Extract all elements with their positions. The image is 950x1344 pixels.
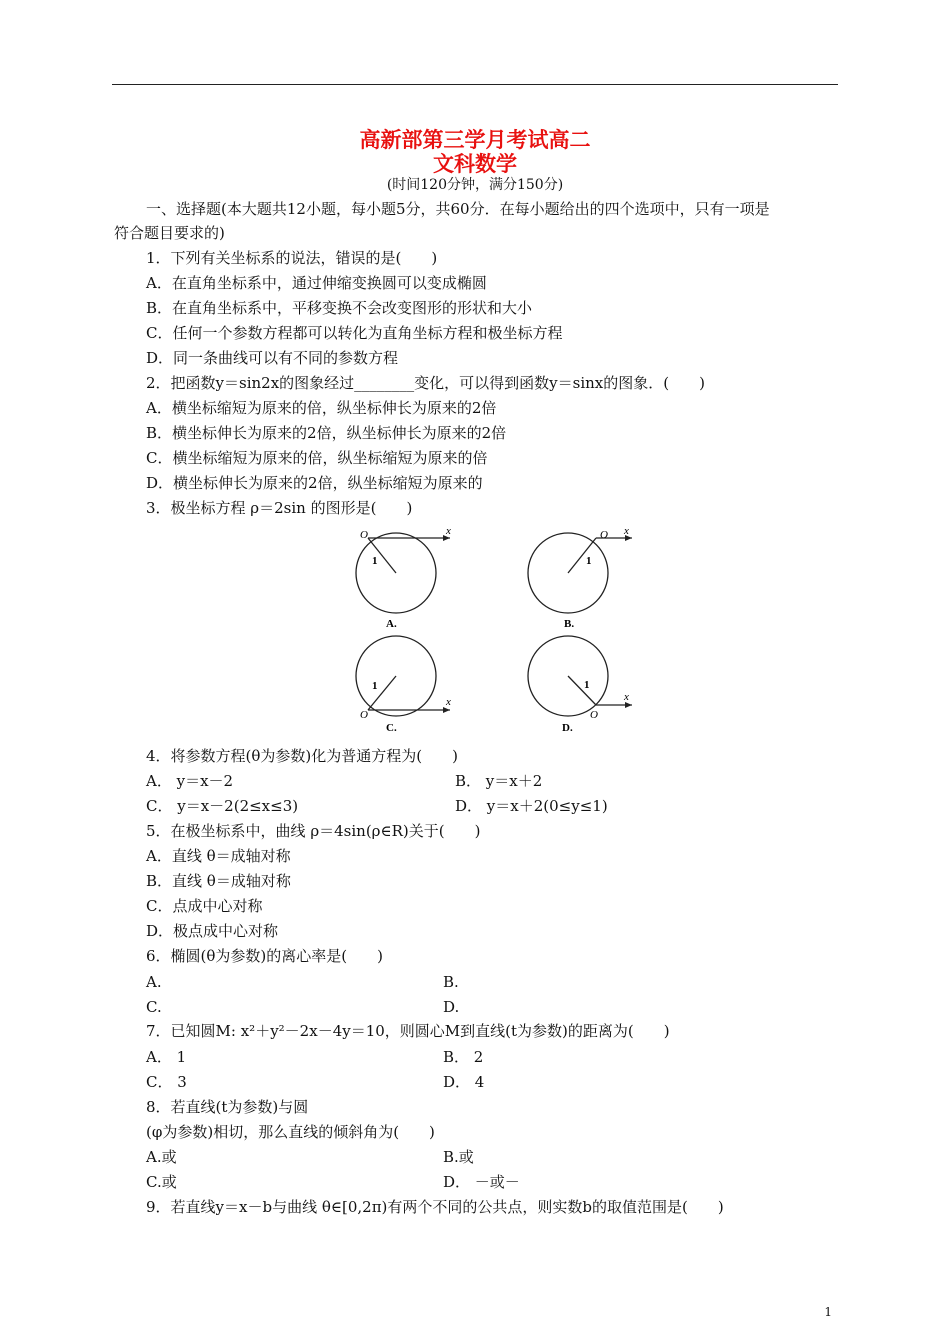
figure-c-axis: x (446, 696, 451, 708)
q1-option-d: D．同一条曲线可以有不同的参数方程 (146, 349, 399, 367)
figure-d-origin: O (590, 709, 598, 721)
q4-option-c: C． y＝x－2(2≤x≤3) (146, 797, 299, 815)
q5-option-d: D．极点成中心对称 (146, 922, 279, 940)
q5-option-c: C．点成中心对称 (146, 897, 263, 915)
q7-stem: 7．已知圆M: x²＋y²－2x－4y＝10，则圆心M到直线(t为参数)的距离为( ) (146, 1022, 670, 1040)
figure-a (356, 526, 451, 630)
figure-c-label: C. (386, 722, 397, 734)
q6-option-a: A. (146, 973, 162, 991)
header-rule (112, 84, 838, 85)
figure-c-radius: 1 (372, 680, 378, 692)
q7-option-c: C． 3 (146, 1073, 187, 1091)
q5-stem: 5．在极坐标系中，曲线 ρ＝4sin(ρ∈R)关于( ) (146, 822, 481, 840)
figure-b-label: B. (564, 618, 575, 630)
figure-d-radius: 1 (584, 679, 590, 691)
section-instructions-1: 一、选择题(本大题共12小题，每小题5分，共60分．在每小题给出的四个选项中，只有一项是 (146, 200, 770, 218)
section-instructions-2: 符合题目要求的) (114, 224, 225, 242)
figure-b (528, 526, 632, 630)
q8-stem-1: 8．若直线(t为参数)与圆 (146, 1098, 309, 1116)
figure-c-origin: O (360, 709, 368, 721)
q4-option-b: B． y＝x＋2 (455, 772, 543, 790)
q2-option-b: B．横坐标伸长为原来的2倍，纵坐标伸长为原来的2倍 (146, 424, 507, 442)
q2-option-a: A．横坐标缩短为原来的倍，纵坐标伸长为原来的2倍 (146, 399, 497, 417)
figure-c (356, 636, 451, 734)
exam-title: 高新部第三学月考试高二 (359, 128, 591, 152)
q8-option-b: B.或 (443, 1148, 474, 1166)
figure-b-axis: x (624, 526, 629, 537)
q3-figures (340, 526, 640, 741)
subject-title: 文科数学 (433, 152, 517, 176)
q7-option-a: A． 1 (146, 1048, 187, 1066)
figure-a-axis: x (446, 526, 451, 537)
q7-option-d: D． 4 (443, 1073, 485, 1091)
figure-d-axis: x (624, 691, 629, 703)
figure-a-radius: 1 (372, 555, 378, 567)
q1-stem: 1．下列有关坐标系的说法，错误的是( ) (146, 249, 438, 267)
q6-option-d: D. (443, 998, 460, 1016)
q3-stem: 3．极坐标方程 ρ＝2sin 的图形是( ) (146, 499, 413, 517)
q1-option-a: A．在直角坐标系中，通过伸缩变换圆可以变成椭圆 (146, 274, 487, 292)
q8-option-a: A.或 (146, 1148, 177, 1166)
page-number: 1 (824, 1305, 832, 1319)
q8-option-c: C.或 (146, 1173, 177, 1191)
q4-stem: 4．将参数方程(θ为参数)化为普通方程为( ) (146, 747, 458, 765)
q6-stem: 6．椭圆(θ为参数)的离心率是( ) (146, 947, 383, 965)
q7-option-b: B． 2 (443, 1048, 484, 1066)
q2-option-d: D．横坐标伸长为原来的2倍，纵坐标缩短为原来的 (146, 474, 483, 492)
q6-option-c: C. (146, 998, 162, 1016)
q9-stem: 9．若直线y＝x－b与曲线 θ∈[0,2π)有两个不同的公共点，则实数b的取值范围是( ) (146, 1198, 724, 1216)
q2-stem: 2．把函数y＝sin2x的图象经过________变化，可以得到函数y＝sinx的图象．( ) (146, 374, 705, 392)
q8-stem-2: (φ为参数)相切，那么直线的倾斜角为( ) (146, 1123, 435, 1141)
q5-option-a: A．直线 θ＝成轴对称 (146, 847, 291, 865)
figure-a-label: A. (386, 618, 397, 630)
q8-option-d: D． －或－ (443, 1173, 520, 1191)
q1-option-b: B．在直角坐标系中，平移变换不会改变图形的形状和大小 (146, 299, 533, 317)
figure-b-origin: O (600, 529, 608, 541)
q4-option-a: A． y＝x－2 (146, 772, 234, 790)
exam-time-note: (时间120分钟，满分150分) (386, 177, 564, 193)
figure-b-radius: 1 (586, 555, 592, 567)
q2-option-c: C．横坐标缩短为原来的倍，纵坐标缩短为原来的倍 (146, 449, 488, 467)
figure-d (528, 636, 632, 734)
figure-d-label: D. (562, 722, 573, 734)
q4-option-d: D． y＝x＋2(0≤y≤1) (455, 797, 608, 815)
q6-option-b: B. (443, 973, 459, 991)
figure-a-origin: O (360, 529, 368, 541)
q5-option-b: B．直线 θ＝成轴对称 (146, 872, 291, 890)
q1-option-c: C．任何一个参数方程都可以转化为直角坐标方程和极坐标方程 (146, 324, 563, 342)
